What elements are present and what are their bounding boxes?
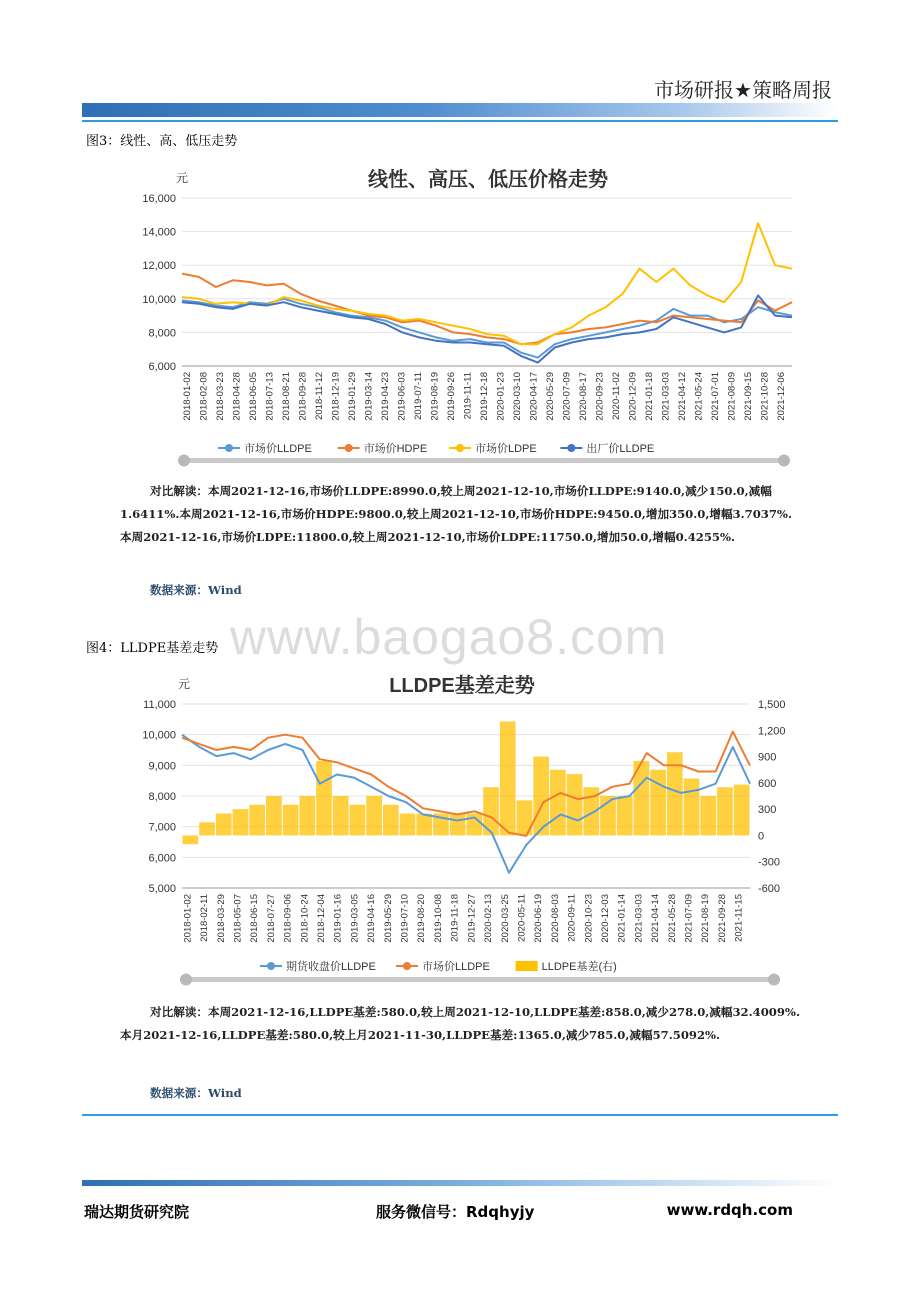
c4-xtick-label: 2020-08-03	[549, 894, 561, 943]
c3-ytick-label: 8,000	[148, 327, 176, 340]
watermark: www.baogao8.com	[230, 609, 668, 665]
chart3-y-unit: 元	[176, 171, 189, 185]
c4-xtick-label: 2018-02-11	[199, 894, 211, 942]
c4-y2tick-label: 0	[758, 830, 765, 843]
c3-ytick-label: 6,000	[148, 361, 176, 373]
c4-xtick-label: 2021-11-15	[733, 894, 745, 942]
c3-legend-marker	[345, 444, 353, 452]
c4-legend-marker	[267, 962, 275, 970]
c4-y2tick-label: 900	[758, 751, 777, 764]
c4-xtick-label: 2018-01-02	[182, 894, 194, 943]
c3-xtick-label: 2020-04-17	[528, 372, 540, 421]
section-divider	[82, 1114, 838, 1116]
c3-xtick-label: 2019-01-29	[347, 372, 359, 421]
c3-xtick-label: 2019-07-11	[413, 372, 425, 420]
figure-4-caption: 图4：LLDPE基差走势	[86, 641, 219, 656]
chart4-y-unit: 元	[178, 677, 191, 691]
figure-3-source: 数据来源：Wind	[150, 583, 242, 597]
c4-basis-bar	[233, 809, 249, 835]
c3-xtick-label: 2019-12-18	[479, 372, 490, 421]
footer-wechat: 服务微信号：Rdqhyjy	[376, 1203, 535, 1221]
c3-xtick-label: 2020-07-09	[561, 372, 573, 421]
c4-xtick-label: 2019-04-16	[366, 894, 378, 943]
c4-legend-label[interactable]: LLDPE基差(右)	[541, 961, 617, 973]
c4-xtick-label: 2019-11-18	[449, 894, 461, 942]
page-header-title: 市场研报★策略周报	[654, 78, 832, 102]
figure-3-commentary: 对比解读：本周2021-12-16,市场价LLDPE:8990.0,较上周2021-12-10,市场价LLDPE:9140.0,减少150.0,减幅1.6411%.本周2021-12-16,市场价HDPE:9800.0,较上周2021-12-10,市场价HDPE:9450.0,增加350.0,增幅3.7037%.本周2021-12-16,市场价LDPE:11800.0,较上周2021-12-10,市场价LDPE:11750.0,增加50.0,增幅0.4255%.	[120, 484, 792, 544]
figure-4-chart	[120, 666, 810, 986]
chart4-scroll-track[interactable]	[180, 977, 780, 982]
c3-legend-marker	[456, 444, 464, 452]
c3-xtick-label: 2020-11-02	[610, 372, 622, 420]
c3-xtick-label: 2021-10-28	[759, 372, 771, 421]
c3-xtick-label: 2018-12-19	[330, 372, 342, 421]
c4-xtick-label: 2020-03-25	[499, 894, 511, 943]
c4-basis-bar	[734, 785, 750, 836]
c4-xtick-label: 2020-02-13	[483, 894, 495, 943]
c4-ytick-label: 6,000	[148, 852, 176, 865]
c4-xtick-label: 2021-09-28	[716, 894, 728, 943]
c4-basis-bar	[333, 796, 349, 835]
c4-xtick-label: 2021-04-14	[650, 894, 662, 943]
figure-4-source: 数据来源：Wind	[150, 1086, 242, 1100]
c3-ytick-label: 12,000	[142, 260, 176, 273]
c3-legend-label[interactable]: 出厂价LLDPE	[586, 443, 655, 455]
c4-xtick-label: 2018-05-07	[232, 894, 244, 943]
c3-xtick-label: 2021-04-12	[676, 372, 688, 421]
c3-xtick-label: 2021-08-09	[726, 372, 738, 421]
c3-legend-marker	[567, 444, 575, 452]
c4-xtick-label: 2019-10-08	[432, 894, 444, 943]
c3-xtick-label: 2020-03-10	[511, 372, 523, 421]
figure-3-chart	[120, 158, 810, 478]
c4-xtick-label: 2020-06-19	[533, 894, 545, 943]
c3-legend-marker	[225, 444, 233, 452]
figure-3-caption: 图3：线性、高、低压走势	[86, 134, 238, 149]
c3-xtick-label: 2021-01-18	[643, 372, 655, 421]
c4-basis-bar	[684, 778, 700, 835]
c4-basis-bar	[717, 787, 733, 835]
c4-basis-bar	[199, 822, 215, 835]
c4-y2tick-label: 1,200	[758, 725, 786, 738]
c4-y2tick-label: 300	[758, 804, 777, 817]
c4-basis-bar	[366, 796, 382, 835]
chart3-scroll-handle-right[interactable]	[778, 455, 790, 467]
c3-xtick-label: 2018-01-02	[182, 372, 194, 421]
c3-xtick-label: 2020-08-17	[577, 372, 589, 421]
c4-xtick-label: 2020-10-23	[583, 894, 595, 943]
c4-basis-bar	[216, 814, 232, 836]
c3-xtick-label: 2018-03-23	[215, 372, 227, 421]
c3-xtick-label: 2018-04-28	[231, 372, 243, 421]
c4-basis-bar	[266, 796, 282, 835]
chart3-scroll-track[interactable]	[178, 458, 790, 463]
c3-xtick-label: 2019-06-03	[396, 372, 408, 421]
c3-xtick-label: 2018-02-08	[198, 372, 210, 421]
chart4-scroll-handle-left[interactable]	[180, 974, 192, 986]
c4-y2tick-label: 600	[758, 777, 777, 790]
c4-basis-bar	[183, 835, 199, 844]
c4-basis-bar	[500, 722, 516, 836]
c4-legend-label[interactable]: 市场价LLDPE	[422, 961, 490, 973]
c4-xtick-label: 2020-09-11	[566, 894, 578, 942]
c4-ytick-label: 10,000	[142, 729, 176, 742]
c4-xtick-label: 2021-07-09	[683, 894, 695, 943]
c4-basis-bar	[283, 805, 299, 836]
c3-legend-label[interactable]: 市场价LLDPE	[244, 443, 312, 455]
c4-ytick-label: 11,000	[143, 699, 176, 711]
c3-xtick-label: 2020-09-23	[594, 372, 606, 421]
chart4-scroll-handle-right[interactable]	[768, 974, 780, 986]
c4-ytick-label: 5,000	[148, 883, 176, 895]
c3-xtick-label: 2018-07-13	[264, 372, 276, 421]
c4-xtick-label: 2020-12-03	[600, 894, 611, 943]
c3-series-line-0	[182, 299, 792, 358]
c4-xtick-label: 2021-05-28	[666, 894, 678, 943]
c4-basis-bar	[416, 814, 432, 836]
c3-xtick-label: 2021-03-03	[660, 372, 672, 421]
chart3-title: 线性、高压、低压价格走势	[368, 169, 608, 191]
c3-xtick-label: 2019-11-11	[462, 372, 474, 420]
header-bar	[82, 103, 838, 117]
c4-basis-bar	[383, 805, 399, 836]
c4-xtick-label: 2018-09-06	[282, 894, 294, 943]
c3-xtick-label: 2021-05-24	[693, 372, 705, 421]
c4-xtick-label: 2020-05-11	[516, 894, 528, 942]
c4-basis-bar	[249, 805, 265, 836]
footer-institute: 瑞达期货研究院	[84, 1203, 190, 1221]
c3-xtick-label: 2021-07-01	[709, 372, 721, 421]
chart4-title: LLDPE基差走势	[389, 675, 535, 697]
c4-xtick-label: 2021-01-14	[616, 894, 628, 943]
c3-xtick-label: 2020-12-09	[627, 372, 639, 421]
c4-basis-bar	[400, 814, 416, 836]
c3-legend-label[interactable]: 市场价HDPE	[363, 443, 428, 455]
c4-xtick-label: 2021-08-19	[700, 894, 712, 943]
c4-xtick-label: 2018-10-24	[299, 894, 311, 943]
c4-y2tick-label: 1,500	[758, 699, 786, 711]
c3-xtick-label: 2021-12-06	[775, 372, 787, 421]
c4-basis-bar	[567, 774, 583, 835]
c4-basis-bar	[700, 796, 716, 835]
c3-ytick-label: 14,000	[142, 226, 176, 239]
c4-basis-bar	[617, 796, 633, 835]
c4-basis-bar	[450, 814, 466, 836]
c4-y2tick-label: -600	[758, 883, 781, 895]
c4-basis-bar	[650, 770, 666, 836]
c3-ytick-label: 16,000	[142, 193, 176, 205]
c4-basis-bar	[299, 796, 315, 835]
c3-xtick-label: 2020-05-29	[544, 372, 556, 421]
c3-xtick-label: 2019-08-19	[429, 372, 441, 421]
c4-y2tick-label: -300	[758, 856, 781, 869]
footer-bar	[82, 1180, 838, 1186]
c3-xtick-label: 2018-09-28	[297, 372, 309, 421]
c3-xtick-label: 2019-04-23	[380, 372, 392, 421]
c4-legend-swatch[interactable]	[516, 961, 538, 971]
c3-xtick-label: 2020-01-23	[495, 372, 507, 421]
c3-xtick-label: 2019-09-26	[446, 372, 458, 421]
c3-xtick-label: 2018-08-21	[281, 372, 293, 421]
c4-basis-bar	[550, 770, 566, 836]
c4-basis-bar	[316, 761, 332, 835]
c4-xtick-label: 2018-07-27	[265, 894, 277, 943]
c4-xtick-label: 2018-12-04	[316, 894, 327, 943]
c4-xtick-label: 2019-03-05	[349, 894, 361, 943]
c3-xtick-label: 2018-11-12	[314, 372, 326, 420]
c4-xtick-label: 2021-03-03	[633, 894, 645, 943]
c4-basis-bar	[350, 805, 366, 836]
c3-xtick-label: 2021-09-15	[742, 372, 754, 421]
c3-xtick-label: 2018-06-05	[248, 372, 260, 421]
c3-xtick-label: 2019-03-14	[363, 372, 375, 421]
c4-xtick-label: 2018-06-15	[249, 894, 261, 943]
c4-ytick-label: 7,000	[148, 821, 176, 834]
c3-ytick-label: 10,000	[142, 293, 176, 306]
c3-legend-label[interactable]: 市场价LDPE	[475, 443, 537, 455]
header-divider	[82, 120, 838, 122]
footer-website[interactable]: www.rdqh.com	[666, 1201, 793, 1219]
c4-legend-label[interactable]: 期货收盘价LLDPE	[286, 961, 376, 973]
c4-xtick-label: 2018-03-29	[215, 894, 227, 943]
c4-xtick-label: 2019-05-29	[382, 894, 394, 943]
c4-xtick-label: 2019-07-10	[399, 894, 411, 943]
c4-ytick-label: 9,000	[148, 760, 176, 773]
c4-legend-marker	[403, 962, 411, 970]
c4-ytick-label: 8,000	[148, 791, 176, 803]
chart3-scroll-handle-left[interactable]	[178, 455, 190, 467]
c4-xtick-label: 2019-01-16	[332, 894, 344, 943]
c4-xtick-label: 2019-08-20	[416, 894, 428, 943]
c4-xtick-label: 2019-12-27	[466, 894, 478, 943]
c3-series-line-3	[182, 295, 792, 362]
figure-4-commentary: 对比解读：本周2021-12-16,LLDPE基差:580.0,较上周2021-12-10,LLDPE基差:858.0,减少278.0,减幅32.4009%.本月2021-12-16,LLDPE基差:580.0,较上月2021-11-30,LLDPE基差:1365.0,减少785.0,减幅57.5092%.	[120, 1005, 800, 1042]
